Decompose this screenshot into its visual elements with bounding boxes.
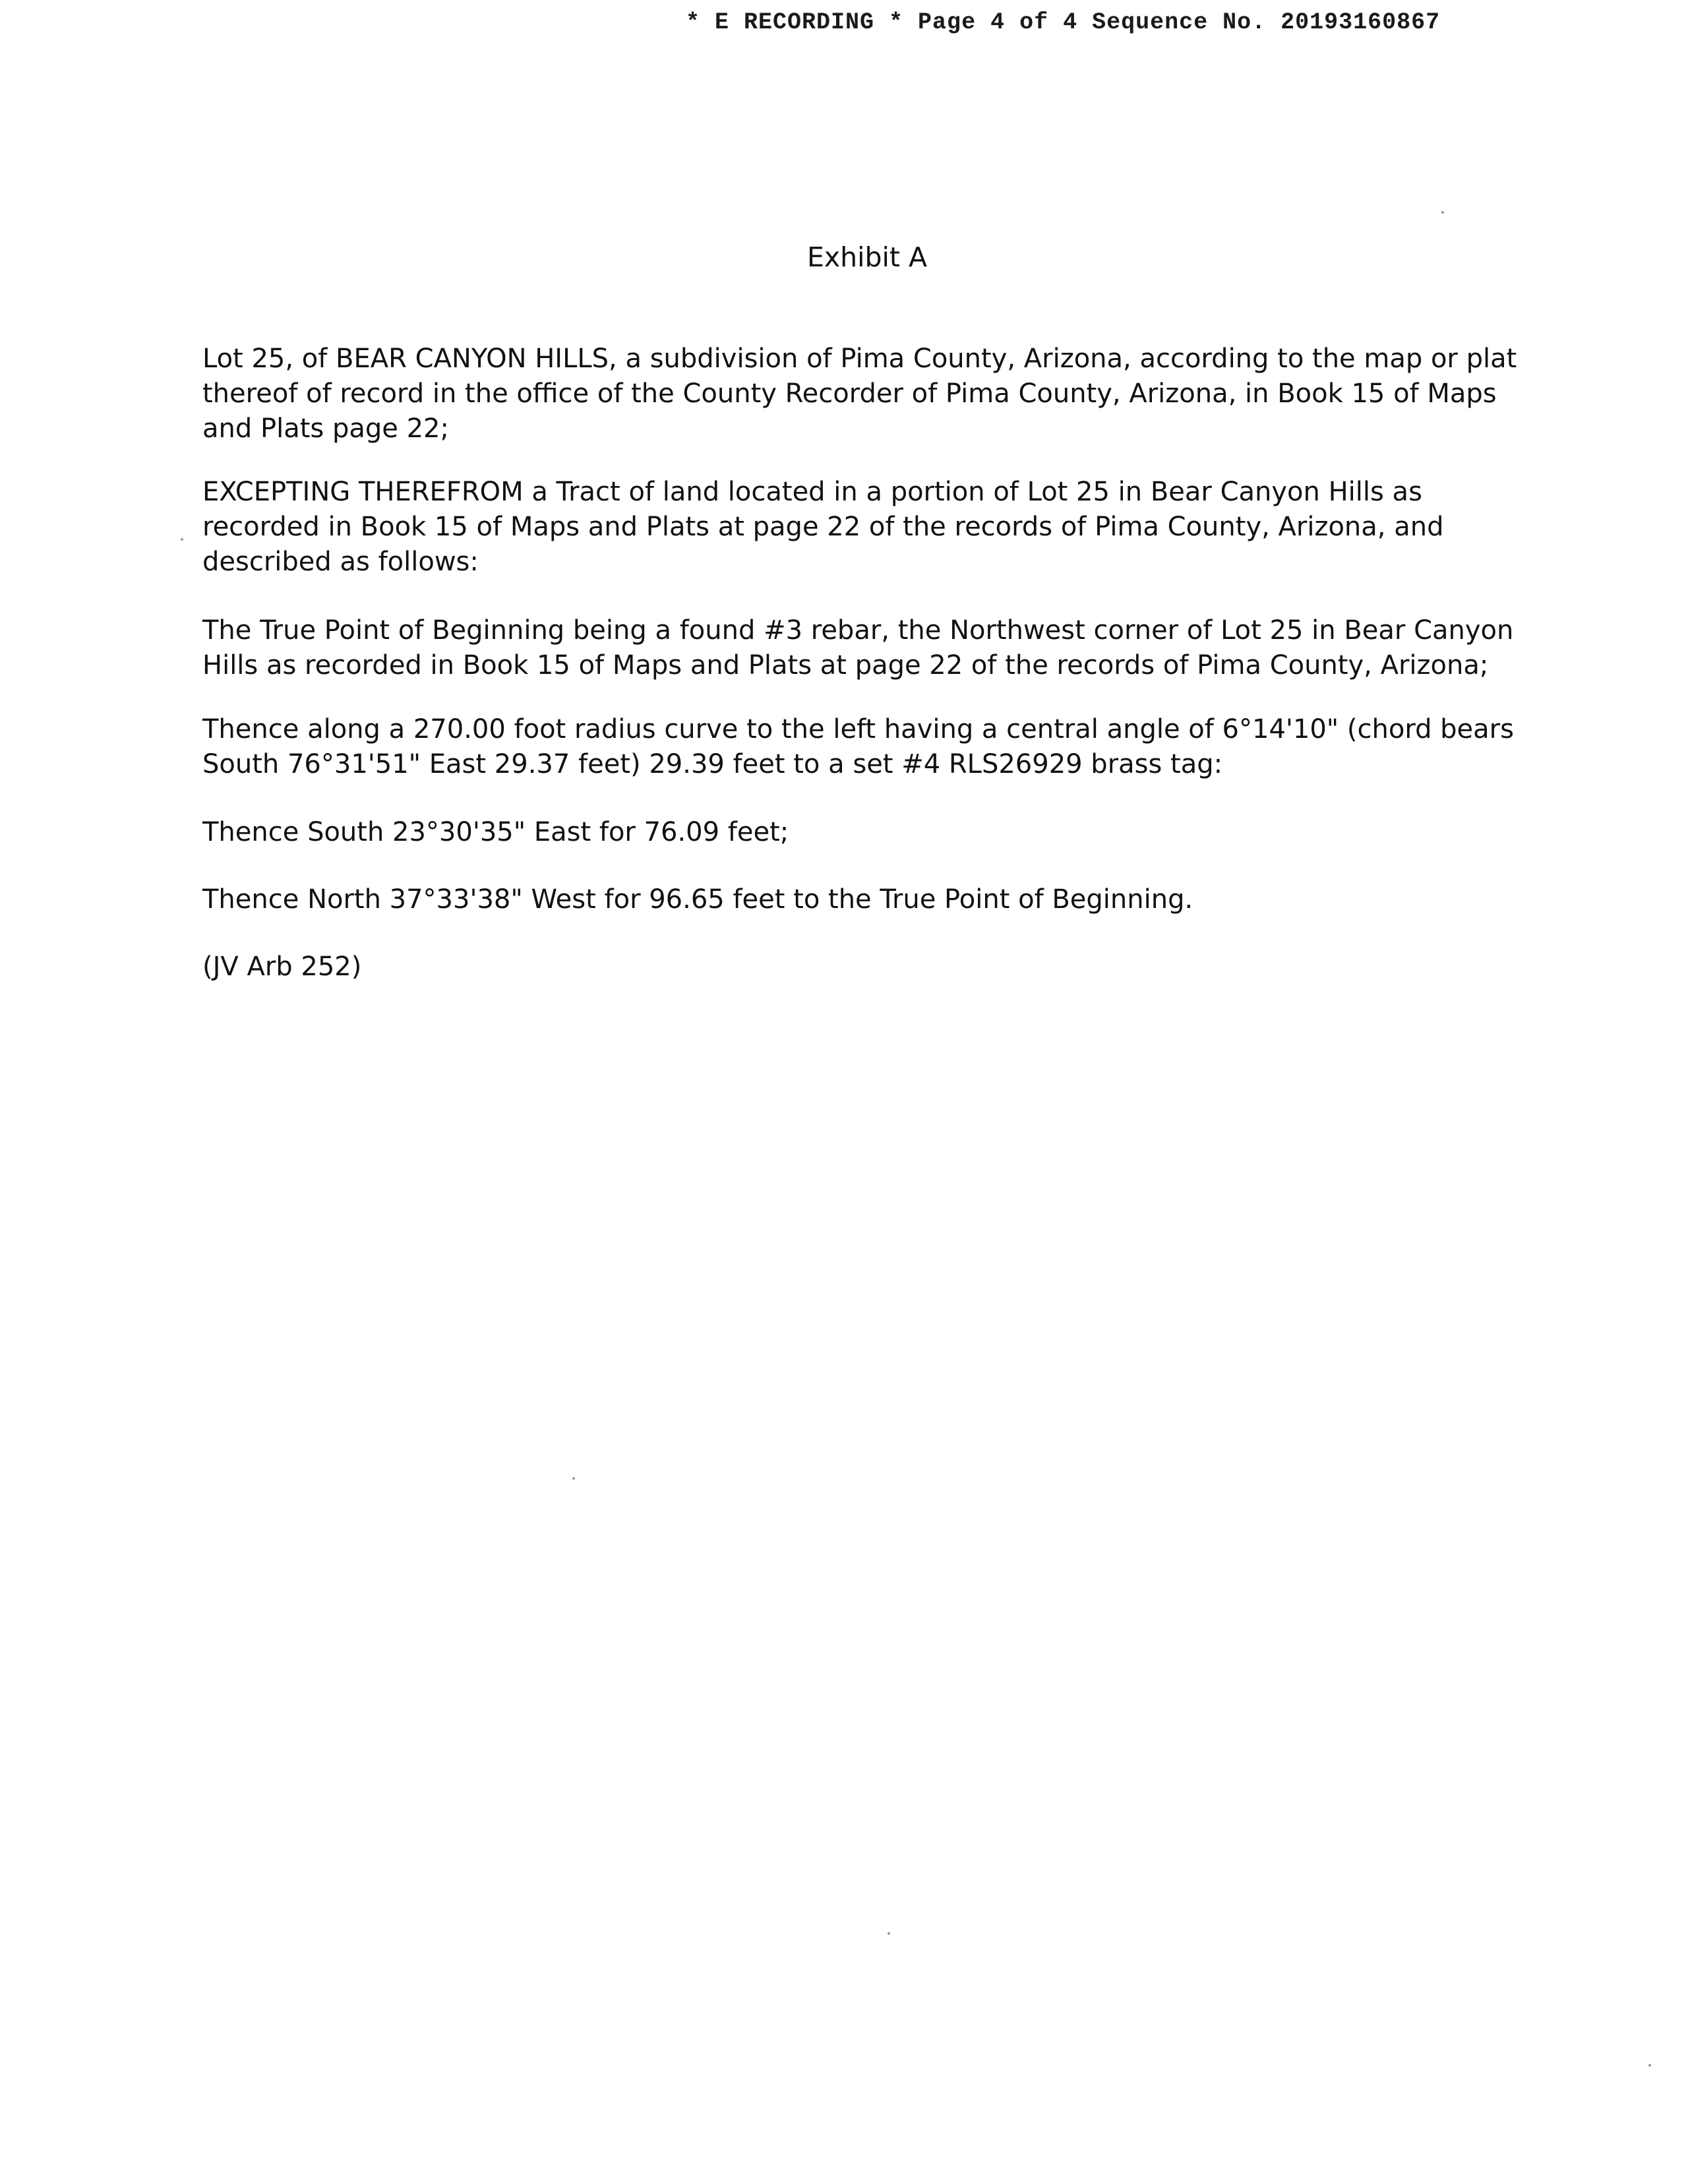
scan-speck [181,538,183,541]
paragraph-curve-course: Thence along a 270.00 foot radius curve to the left having a central angle of 6°14'10" (chord bears South 76°31'51" East 29.37 feet) 29.39 feet to a set #4 RLS26929 brass tag: [202,714,1514,779]
legal-description-paragraph [202,342,1534,446]
paragraph-excepting: EXCEPTING THEREFROM a Tract of land located in a portion of Lot 25 in Bear Canyon Hills as recorded in Book 15 of Maps and Plats at page 22 of the records of Pima County, Arizona, and described as follows: [202,477,1444,577]
legal-description-paragraph [202,950,1534,985]
paragraph-lot-description: Lot 25, of BEAR CANYON HILLS, a subdivision of Pima County, Arizona, according to the map or plat thereof of record in the office of the County Recorder of Pima County, Arizona, in Book 15 of Maps and Plats page 22; [202,344,1517,444]
exhibit-title: Exhibit A [806,241,928,273]
paragraph-north-course: Thence North 37°33'38" West for 96.65 feet to the True Point of Beginning. [202,884,1193,915]
scan-speck [888,1932,890,1935]
paragraph-south-course: Thence South 23°30'35" East for 76.09 feet; [202,817,789,847]
scan-speck [1441,211,1444,214]
scan-speck [1648,2064,1651,2067]
paragraph-point-of-beginning: The True Point of Beginning being a found #3 rebar, the Northwest corner of Lot 25 in Bear Canyon Hills as recorded in Book 15 of Maps and Plats at page 22 of the records of Pima County, Arizona; [202,615,1514,681]
scan-speck [572,1477,575,1480]
legal-description-paragraph [202,815,1534,850]
legal-description-paragraph [202,712,1534,782]
paragraph-reference: (JV Arb 252) [202,952,362,982]
legal-description-paragraph [202,475,1534,580]
legal-description-paragraph [202,882,1534,917]
legal-description-paragraph [202,613,1534,683]
recording-header: * E RECORDING * Page 4 of 4 Sequence No. 20193160867 [686,9,1441,36]
